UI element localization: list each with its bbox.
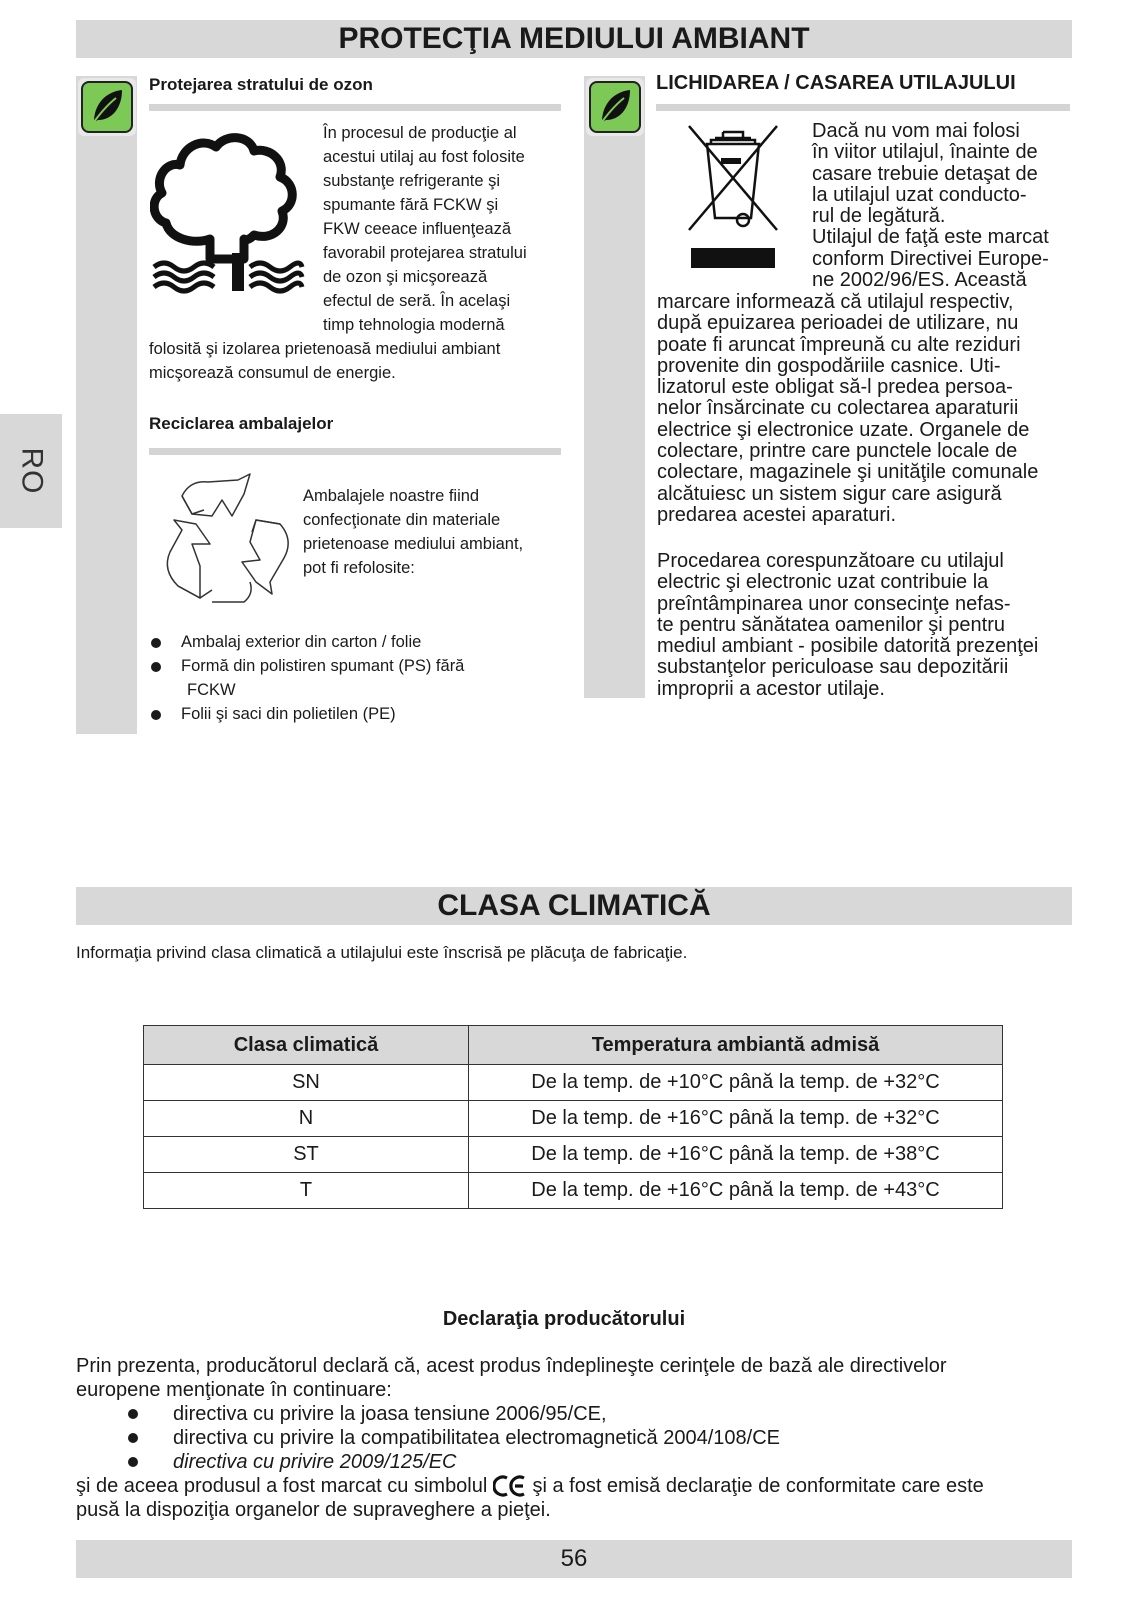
list-item: directiva cu privire 2009/125/EC (76, 1450, 1086, 1474)
column-header: Temperatura ambiantă admisă (469, 1026, 1003, 1065)
paragraph-line: improprii a acestor utilaje. (657, 677, 885, 700)
ozone-line: micşorează consumul de energie. (149, 364, 396, 382)
table-cell: N (144, 1101, 469, 1137)
table-cell: SN (144, 1065, 469, 1101)
ozone-line: de ozon şi micşorează (323, 268, 488, 286)
paragraph-line: colectare, printre care punctele locale de (657, 440, 1018, 463)
disposal-line: ne 2002/96/ES. Această (812, 269, 1027, 292)
disposal-line: Dacă nu vom mai folosi (812, 120, 1020, 142)
paragraph-line: marcare informează că utilajul respectiv, (657, 291, 1014, 313)
disposal-line: Utilajul de faţă este marcat (812, 226, 1049, 249)
section-title-bar (76, 20, 1072, 58)
paragraph-line: nelor însărcinate cu colectarea aparaturii (657, 397, 1019, 420)
climate-intro: Informaţia privind clasa climatică a utilajului este înscrisă pe plăcuţa de fabricaţie. (76, 943, 688, 962)
disposal-line: casare trebuie detaşat de (812, 162, 1038, 185)
list-item: Formă din polistiren spumant (PS) fără FCKW (151, 654, 571, 702)
ozone-line: folosită şi izolarea prietenoasă mediului ambiant (149, 340, 501, 358)
paragraph-line: Procedarea corespunzătoare cu utilajul (657, 550, 1004, 572)
paragraph-line: colectare, magazinele şi unităţile comunale (657, 461, 1039, 484)
right-column-bar (584, 76, 645, 698)
bullet-icon (128, 1409, 138, 1419)
paragraph-line: alcătuiesc un sistem sigur care asigură (657, 482, 1002, 505)
declaration-line: pusă la dispoziţia organelor de supraveghere a pieţei. (76, 1499, 551, 1521)
table-row (144, 1065, 1003, 1101)
disposal-line: la utilajul uzat conducto- (812, 183, 1027, 206)
paragraph-line: lizatorul este obligat să-l predea persoa- (657, 376, 1013, 399)
disposal-line: conform Directivei Europe- (812, 247, 1049, 270)
table-cell: De la temp. de +16°C până la temp. de +38°C (469, 1137, 1003, 1173)
ozone-text-cont (149, 337, 569, 385)
recycle-line: pot fi refolosite: (303, 559, 415, 577)
ozone-rule (149, 104, 561, 111)
ce-mark-icon (493, 1475, 527, 1497)
list-item: directiva cu privire la compatibilitatea electromagnetică 2004/108/CE (76, 1426, 1086, 1450)
leaf-icon (588, 80, 642, 134)
table-row (144, 1101, 1003, 1137)
paragraph-line: te pentru sănătatea oamenilor şi pentru (657, 613, 1005, 636)
paragraph-line: provenite din gospodăriile casnice. Uti- (657, 354, 1001, 377)
list-item: directiva cu privire la joasa tensiune 2006/95/CE, (76, 1402, 1086, 1426)
page-number: 56 (560, 1545, 588, 1572)
disposal-intro (812, 121, 1077, 291)
climate-table (143, 1025, 1003, 1209)
leaf-badge-left (78, 78, 136, 136)
disposal-paragraph-2 (657, 551, 1077, 700)
bullet-icon (151, 638, 161, 648)
recycle-title: Reciclarea ambalajelor (149, 414, 334, 433)
declaration-title: Declaraţia producătorului (442, 1308, 686, 1330)
list-item: Ambalaj exterior din carton / folie (151, 630, 571, 654)
paragraph-line: electric şi electronic uzat contribuie la (657, 571, 989, 594)
list-item: Folii şi saci din polietilen (PE) (151, 702, 571, 726)
declaration-line: europene menţionate în continuare: (76, 1379, 392, 1401)
ozone-line: efectul de seră. În acelaşi (323, 292, 511, 310)
paragraph-line: după epuizarea perioadei de utilizare, nu (657, 312, 1019, 335)
ozone-title: Protejarea stratului de ozon (149, 75, 373, 94)
ozone-line: În procesul de producţie al (323, 124, 517, 142)
table-header-row (144, 1026, 1003, 1065)
section-title-environment: PROTECŢIA MEDIULUI AMBIANT (338, 22, 810, 55)
declaration-closing: şi de aceea produsul a fost marcat cu simbolul şi a fost emisă declaraţie de conformitate care este (76, 1475, 984, 1497)
declaration-line: Prin prezenta, producătorul declară că, acest produs îndeplineşte cerinţele de bază ale directivelor (76, 1355, 947, 1377)
language-tab-label: RO (15, 447, 48, 495)
packaging-list (151, 630, 571, 726)
table-row (144, 1137, 1003, 1173)
paragraph-line: preîntâmpinarea unor consecinţe nefas- (657, 592, 1011, 615)
recycle-line: Ambalajele noastre fiind (303, 487, 480, 505)
tree-icon (150, 127, 306, 297)
recycle-text (303, 484, 565, 580)
bullet-icon (128, 1457, 138, 1467)
paragraph-line: predarea acestei aparaturi. (657, 503, 897, 526)
table-cell: De la temp. de +10°C până la temp. de +32°C (469, 1065, 1003, 1101)
disposal-title: LICHIDAREA / CASAREA UTILAJULUI (656, 72, 1016, 94)
disposal-paragraph-1 (657, 292, 1077, 526)
ozone-line: spumante fără FCKW şi (323, 196, 499, 214)
ozone-text (323, 121, 563, 337)
left-column-bar (76, 76, 137, 734)
disposal-line: rul de legătură. (812, 205, 946, 228)
recycle-line: prietenoase mediului ambiant, (303, 535, 524, 553)
ozone-line: substanţe refrigerante şi (323, 172, 501, 190)
paragraph-line: electrice şi electronice uzate. Organele de (657, 418, 1030, 441)
language-tab (0, 414, 62, 528)
leaf-icon (80, 80, 134, 134)
section-title-climate: CLASA CLIMATICĂ (437, 889, 711, 922)
paragraph-line: mediul ambiant - posibile datorită prezenţei (657, 635, 1039, 658)
table-row (144, 1173, 1003, 1209)
directive-list (76, 1402, 1086, 1474)
section-title-bar (76, 887, 1072, 925)
paragraph-line: poate fi aruncat împreună cu alte reziduri (657, 333, 1021, 356)
ozone-line: favorabil protejarea stratului (323, 244, 527, 262)
disposal-line: în viitor utilajul, înainte de (812, 141, 1038, 164)
table-cell: De la temp. de +16°C până la temp. de +32°C (469, 1101, 1003, 1137)
bullet-icon (151, 662, 161, 672)
ozone-line: FKW ceeace influenţează (323, 220, 512, 238)
table-cell: T (144, 1173, 469, 1209)
crossed-bin-icon (685, 122, 781, 270)
bullet-icon (128, 1433, 138, 1443)
recycle-line: confecţionate din materiale (303, 511, 501, 529)
recycle-icon (152, 470, 298, 610)
paragraph-line: substanţelor periculoase sau depozitării (657, 656, 1009, 679)
recycle-rule (149, 448, 561, 455)
ozone-line: acestui utilaj au fost folosite (323, 148, 525, 166)
bullet-icon (151, 710, 161, 720)
ozone-line: timp tehnologia modernă (323, 316, 505, 334)
page-footer (76, 1540, 1072, 1578)
column-header: Clasa climatică (144, 1026, 469, 1065)
leaf-badge-right (586, 78, 644, 136)
disposal-rule (656, 104, 1070, 111)
table-cell: De la temp. de +16°C până la temp. de +43°C (469, 1173, 1003, 1209)
declaration-body (76, 1354, 1086, 1522)
table-cell: ST (144, 1137, 469, 1173)
